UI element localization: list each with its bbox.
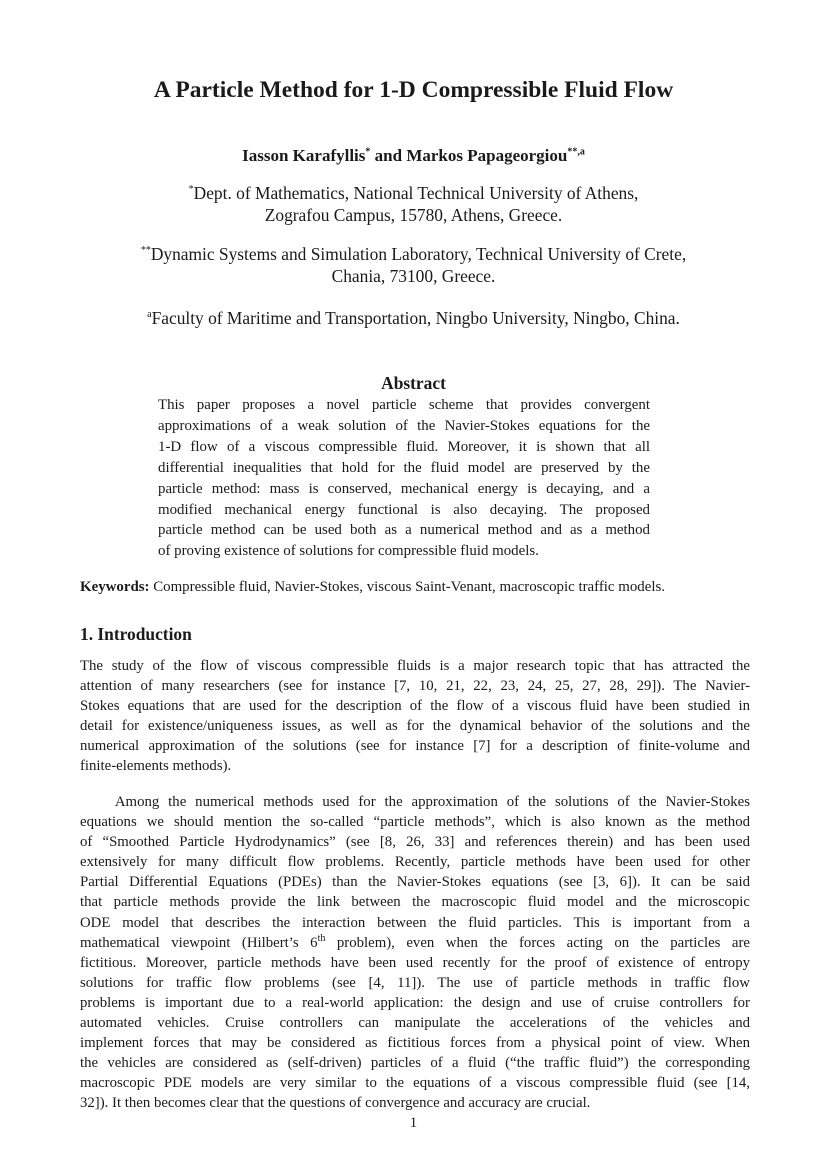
paragraph-line: finite-elements methods). (80, 758, 232, 775)
paragraph-line: problems is important due to a real-world application: the design and use of cruise controllers for (80, 994, 750, 1011)
affiliation (0, 243, 827, 287)
paragraph-line: fictitious. Moreover, particle methods have been used recently for the proof of existence of entropy (80, 954, 750, 971)
intro-paragraph-2 (80, 792, 750, 1114)
affiliation-line: Chania, 73100, Greece. (331, 266, 496, 286)
author-conjunction: and (370, 146, 407, 165)
affiliation-line: Faculty of Maritime and Transportation, Ningbo University, Ningbo, China. (151, 308, 680, 328)
paragraph-line: Among the numerical methods used for the approximation of the solutions of the Navier-Stokes (80, 794, 750, 810)
affiliation (0, 182, 827, 226)
keywords-text: Compressible fluid, Navier-Stokes, viscous Saint-Venant, macroscopic traffic models. (149, 579, 666, 595)
affiliation (0, 307, 827, 329)
paragraph-line: detail for existence/uniqueness issues, as well as for the dynamical behavior of the solutions and the (80, 718, 750, 735)
abstract-line: 1-D flow of a viscous compressible fluid. Moreover, it is shown that all (158, 438, 650, 455)
paragraph-line: Partial Differential Equations (PDEs) than the Navier-Stokes equations (see [3, 6]). It can be said (80, 874, 750, 891)
affiliation-line: Zografou Campus, 15780, Athens, Greece. (264, 205, 563, 225)
author-name: Markos Papageorgiou (406, 146, 568, 165)
paper-title: A Particle Method for 1-D Compressible Fluid Flow (153, 77, 674, 103)
paragraph-line: Stokes equations that are used for the description of the flow of a viscous fluid have been studied in (80, 698, 750, 715)
abstract-line: particle method can be used both as a numerical method and as a method (158, 522, 650, 539)
abstract-line: modified mechanical energy functional is also decaying. The proposed (158, 501, 650, 518)
paragraph-line: implement forces that may be considered as fictitious forces from a physical point of view. When (80, 1035, 750, 1052)
abstract-line: particle method: mass is conserved, mechanical energy is decaying, and a (158, 480, 650, 497)
paragraph-line: numerical approximation of the solutions (see for instance [7] for a description of finite-volume and (80, 738, 750, 755)
paragraph-line: that particle methods provide the link between the macroscopic fluid model and the microscopic (80, 894, 750, 911)
paragraph-line: solutions for traffic flow problems (see [4, 11]). The use of particle methods in traffic flow (80, 974, 750, 991)
affiliation-line: Dept. of Mathematics, National Technical University of Athens, (193, 183, 639, 203)
paragraph-line (80, 933, 750, 953)
paragraph-line: the vehicles are considered as (self-driven) particles of a fluid (“the traffic fluid”) the corresponding (80, 1055, 750, 1072)
paragraph-line: attention of many researchers (see for instance [7, 10, 21, 22, 23, 24, 25, 27, 28, 29]). The Navier- (80, 678, 750, 695)
intro-paragraph-1 (80, 656, 750, 777)
abstract-line: approximations of a weak solution of the Navier-Stokes equations for the (158, 417, 650, 434)
affiliation-mark: ** (140, 245, 151, 257)
paragraph-text: mathematical viewpoint (Hilbert’s 6 (80, 934, 318, 951)
abstract-heading: Abstract (381, 373, 446, 393)
author-mark: * (365, 146, 371, 158)
paragraph-line: extensively for many difficult flow problems. Recently, particle methods have been used for other (80, 854, 750, 871)
abstract-line: This paper proposes a novel particle scheme that provides convergent (158, 397, 650, 413)
abstract-body (158, 395, 650, 562)
author-line (0, 144, 827, 168)
paragraph-line: equations we should mention the so-called “particle methods”, which is also known as the method (80, 814, 750, 831)
affiliation-mark: a (147, 309, 152, 321)
abstract-line: differential inequalities that hold for the fluid model are preserved by the (158, 459, 650, 476)
abstract-line: of proving existence of solutions for compressible fluid models. (158, 543, 539, 560)
affiliation-line: Dynamic Systems and Simulation Laboratory, Technical University of Crete, (150, 244, 687, 264)
paragraph-line: ODE model that describes the interaction between the fluid particles. This is important from a (80, 914, 750, 931)
paragraph-line: macroscopic PDE models are very similar to the equations of a viscous compressible fluid (see [14, (80, 1075, 750, 1092)
paragraph-text: problem), even when the forces acting on the particles are (325, 934, 750, 951)
superscript: th (317, 932, 326, 944)
affiliation-mark: * (188, 184, 194, 196)
section-heading: 1. Introduction (80, 624, 192, 644)
paragraph-line: automated vehicles. Cruise controllers can manipulate the accelerations of the vehicles and (80, 1015, 750, 1032)
keywords (80, 576, 750, 598)
paragraph-line: The study of the flow of viscous compressible fluids is a major research topic that has attracted the (80, 658, 750, 674)
page-number: 1 (409, 1115, 418, 1131)
author-name: Iasson Karafyllis (242, 146, 366, 165)
paragraph-line: 32]). It then becomes clear that the questions of convergence and accuracy are crucial. (80, 1095, 591, 1112)
keywords-label: Keywords: (80, 579, 150, 595)
author-mark: **,a (567, 146, 585, 158)
paragraph-line: of “Smoothed Particle Hydrodynamics” (see [8, 26, 33] and references therein) and has been used (80, 834, 750, 851)
